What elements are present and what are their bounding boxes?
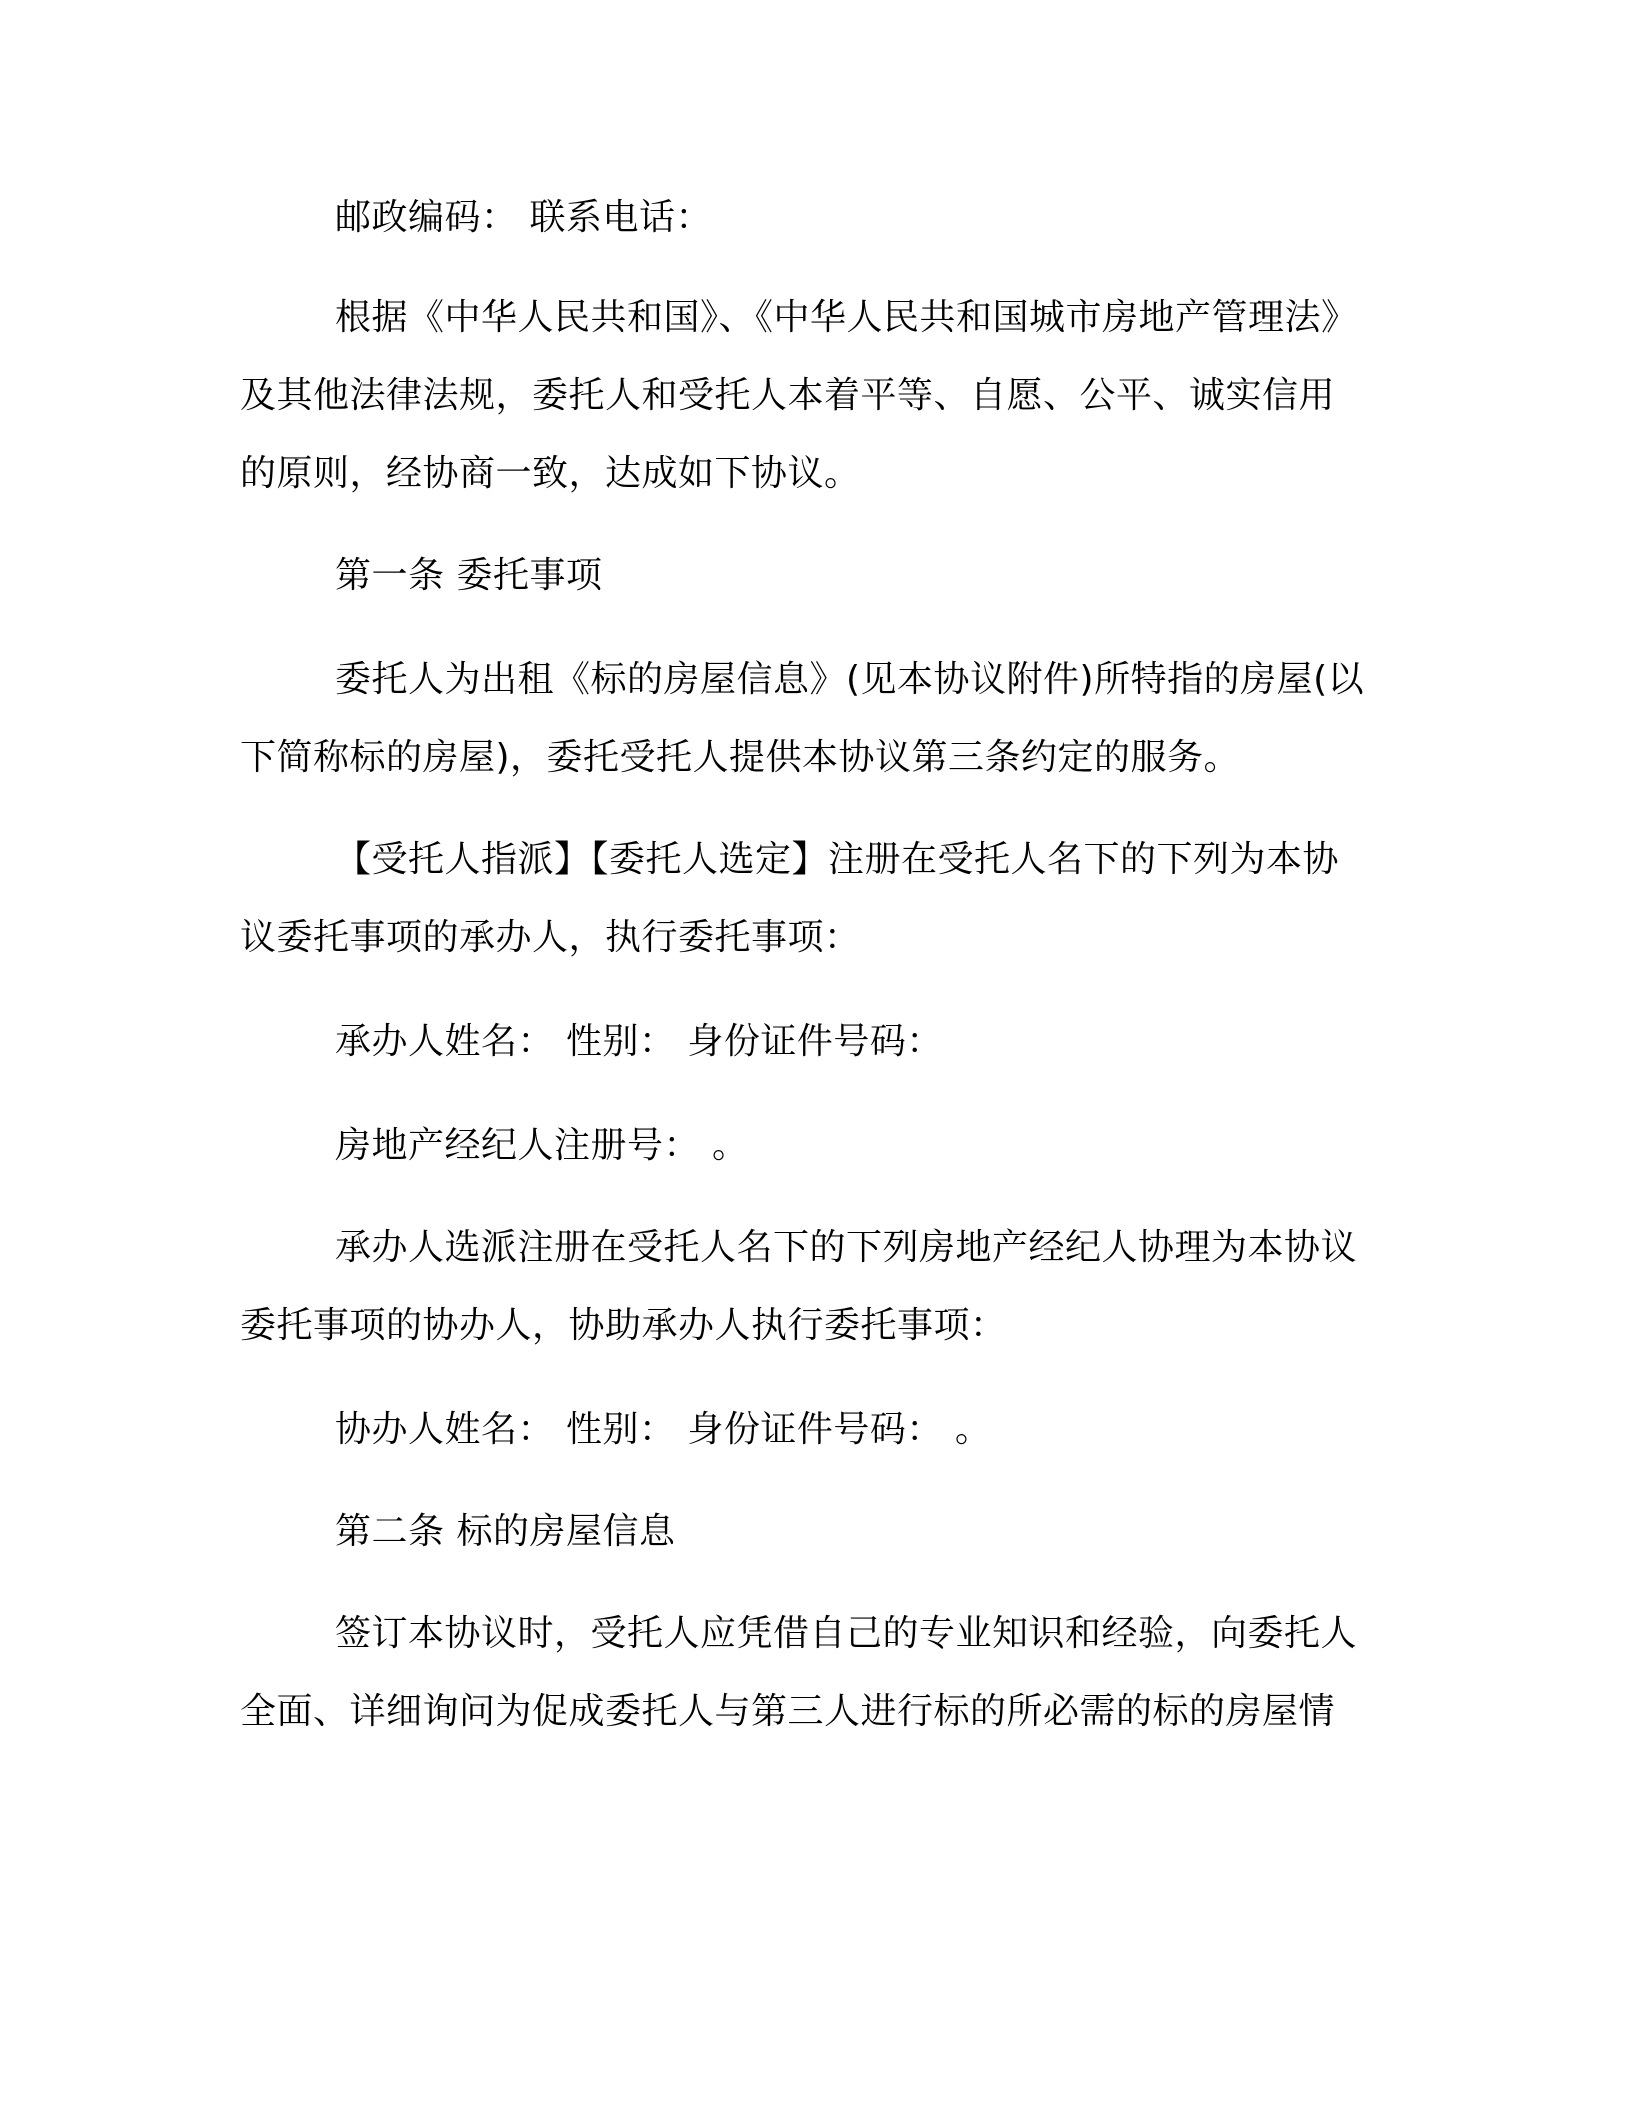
paragraph-line: 委托人为出租《标的房屋信息》(见本协议附件)所特指的房屋(以 [335, 659, 1365, 700]
paragraph-line: 下简称标的房屋)，委托受托人提供本协议第三条约定的服务。 [240, 737, 1241, 778]
article-heading: 第一条 委托事项 [335, 555, 603, 596]
assistant-info-line: 协办人姓名： 性别： 身份证件号码： 。 [335, 1409, 992, 1450]
postal-code-phone-line: 邮政编码： 联系电话： [335, 197, 712, 238]
paragraph-line: 根据《中华人民共和国》、《中华人民共和国城市房地产管理法》 [335, 297, 1358, 338]
paragraph-line: 议委托事项的承办人，执行委托事项： [240, 917, 861, 958]
paragraph-line: 委托事项的协办人，协助承办人执行委托事项： [240, 1305, 1007, 1346]
article-heading: 第二条 标的房屋信息 [335, 1511, 676, 1552]
paragraph-line: 承办人选派注册在受托人名下的下列房地产经纪人协理为本协议 [335, 1227, 1358, 1268]
paragraph-line: 全面、详细询问为促成委托人与第三人进行标的所必需的标的房屋情 [240, 1691, 1336, 1732]
paragraph-line: 签订本协议时，受托人应凭借自己的专业知识和经验，向委托人 [335, 1613, 1358, 1654]
paragraph-line: 的原则，经协商一致，达成如下协议。 [240, 453, 861, 494]
paragraph-line: 及其他法律法规，委托人和受托人本着平等、自愿、公平、诚实信用 [240, 375, 1336, 416]
paragraph-line: 【受托人指派】【委托人选定】注册在受托人名下的下列为本协 [335, 839, 1340, 880]
agent-registration-line: 房地产经纪人注册号： 。 [335, 1125, 749, 1166]
handler-info-line: 承办人姓名： 性别： 身份证件号码： [335, 1021, 943, 1062]
